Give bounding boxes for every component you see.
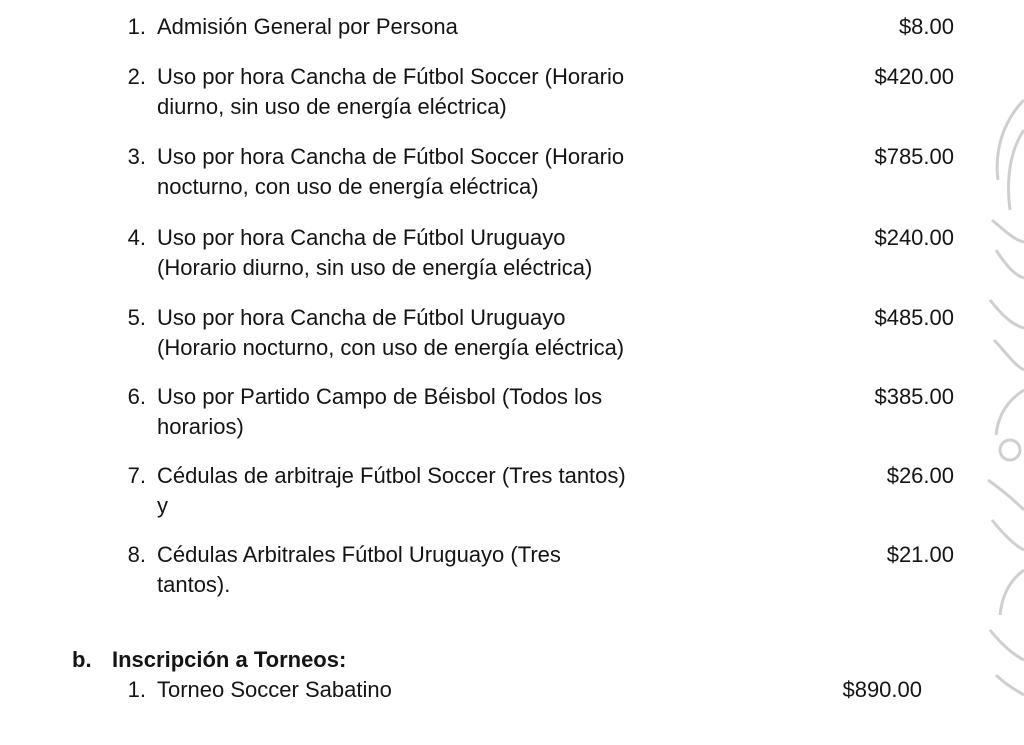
- item-number: 5.: [127, 305, 146, 330]
- section-letter: b.: [72, 647, 92, 672]
- item-description: Torneo Soccer Sabatino: [157, 677, 392, 702]
- item-price: $420.00: [874, 64, 954, 89]
- item-description: Uso por hora Cancha de Fútbol Uruguayo (Horario nocturno, con uso de energía eléctrica): [157, 305, 625, 360]
- item-number: 4.: [127, 225, 146, 250]
- item-number: 8.: [127, 542, 146, 567]
- item-number: 3.: [127, 144, 146, 169]
- item-price: $21.00: [886, 542, 954, 567]
- item-description: Uso por hora Cancha de Fútbol Soccer (Horario diurno, sin uso de energía eléctrica): [157, 64, 625, 119]
- item-description: Cédulas de arbitraje Fútbol Soccer (Tres tantos) y: [157, 463, 626, 518]
- seal-watermark: [984, 90, 1024, 700]
- item-price: $385.00: [874, 384, 954, 409]
- item-number: 1.: [127, 677, 146, 702]
- item-price: $240.00: [874, 225, 954, 250]
- item-price: $485.00: [874, 305, 954, 330]
- item-price: $890.00: [842, 677, 922, 702]
- section-heading: [72, 645, 346, 675]
- item-price: $8.00: [898, 14, 954, 39]
- section-title: Inscripción a Torneos:: [112, 647, 347, 672]
- item-price: $26.00: [886, 463, 954, 488]
- item-description: Cédulas Arbitrales Fútbol Uruguayo (Tres tantos).: [157, 542, 561, 597]
- item-description: Uso por hora Cancha de Fútbol Soccer (Horario nocturno, con uso de energía eléctrica): [157, 144, 625, 199]
- item-number: 6.: [127, 384, 146, 409]
- item-number: 1.: [127, 14, 146, 39]
- item-description: Uso por hora Cancha de Fútbol Uruguayo (Horario diurno, sin uso de energía eléctrica): [157, 225, 593, 280]
- item-number: 2.: [127, 64, 146, 89]
- item-number: 7.: [127, 463, 146, 488]
- item-price: $785.00: [874, 144, 954, 169]
- item-description: Uso por Partido Campo de Béisbol (Todos los horarios): [157, 384, 603, 439]
- item-description: Admisión General por Persona: [157, 14, 458, 39]
